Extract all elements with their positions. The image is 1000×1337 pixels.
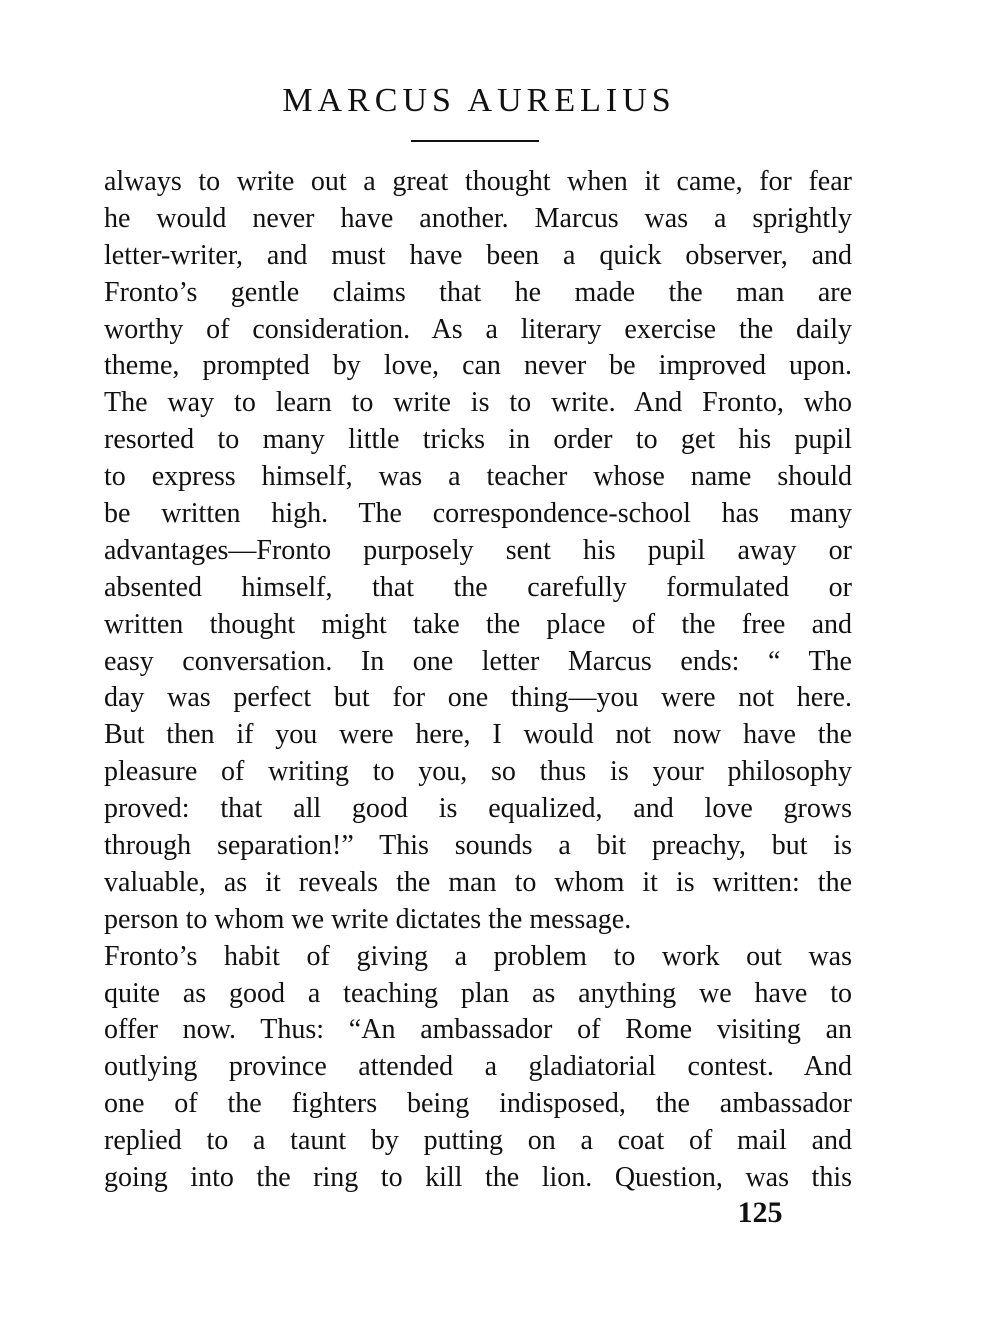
text-line: valuable, as it reveals the man to whom it is written: the [104, 866, 852, 898]
text-line: The way to learn to write is to write. And Fronto, who [104, 387, 852, 419]
text-line: resorted to many little tricks in order to get his pupil [104, 424, 852, 456]
text-line: advantages—Fronto purposely sent his pupil away or [104, 534, 852, 566]
text-line: through separation!” This sounds a bit preachy, but is [104, 830, 852, 862]
text-line: outlying province attended a gladiatorial contest. And [104, 1051, 852, 1083]
text-line: to express himself, was a teacher whose name should [104, 461, 852, 493]
running-title: MARCUS AURELIUS [282, 82, 676, 119]
text-line: he would never have another. Marcus was a sprightly [104, 202, 852, 234]
text-line: quite as good a teaching plan as anything we have to [104, 977, 852, 1009]
text-line: going into the ring to kill the lion. Question, was this [104, 1162, 852, 1194]
text-line: one of the fighters being indisposed, the ambassador [104, 1088, 852, 1120]
text-line: replied to a taunt by putting on a coat of mail and [104, 1125, 852, 1157]
text-line: theme, prompted by love, can never be improved upon. [104, 350, 852, 382]
text-line: be written high. The correspondence-school has many [104, 498, 852, 530]
text-line-paragraph-end: person to whom we write dictates the message. [104, 903, 632, 935]
page-number: 125 [737, 1196, 783, 1229]
text-line: proved: that all good is equalized, and love grows [104, 793, 852, 825]
text-line: letter-writer, and must have been a quick observer, and [104, 239, 852, 271]
text-line: worthy of consideration. As a literary exercise the daily [104, 313, 852, 345]
text-line: offer now. Thus: “An ambassador of Rome visiting an [104, 1014, 852, 1046]
text-line: But then if you were here, I would not now have the [104, 719, 852, 751]
body-text [104, 164, 852, 1197]
text-line: written thought might take the place of the free and [104, 608, 852, 640]
text-line: day was perfect but for one thing—you were not here. [104, 682, 852, 714]
text-line: pleasure of writing to you, so thus is your philosophy [104, 756, 852, 788]
text-line: Fronto’s gentle claims that he made the man are [104, 276, 852, 308]
text-line: always to write out a great thought when it came, for fear [104, 166, 852, 197]
text-line: absented himself, that the carefully formulated or [104, 571, 852, 603]
title-rule-divider [411, 140, 539, 142]
text-line: Fronto’s habit of giving a problem to work out was [104, 940, 852, 972]
text-line: easy conversation. In one letter Marcus ends: “ The [104, 645, 852, 677]
